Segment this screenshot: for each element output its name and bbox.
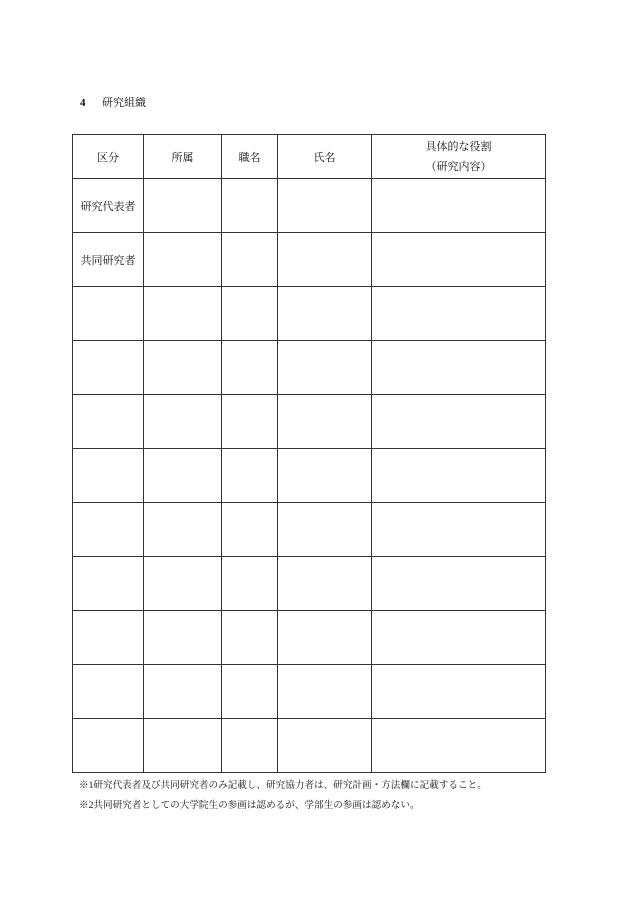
cell-position (222, 719, 278, 773)
cell-affiliation (144, 449, 222, 503)
cell-category (73, 719, 144, 773)
cell-position (222, 449, 278, 503)
cell-name (278, 179, 372, 233)
section-title: 研究組織 (102, 97, 146, 109)
cell-name (278, 719, 372, 773)
cell-role (372, 665, 546, 719)
cell-position (222, 233, 278, 287)
cell-name (278, 665, 372, 719)
section-heading (80, 96, 146, 110)
cell-name (278, 287, 372, 341)
cell-category: 研究代表者 (73, 179, 144, 233)
cell-category (73, 557, 144, 611)
cell-position (222, 665, 278, 719)
cell-affiliation (144, 719, 222, 773)
cell-category (73, 503, 144, 557)
table-row (73, 341, 546, 395)
cell-role (372, 557, 546, 611)
cell-category (73, 665, 144, 719)
cell-position (222, 179, 278, 233)
cell-affiliation (144, 395, 222, 449)
cell-role (372, 395, 546, 449)
cell-position (222, 395, 278, 449)
header-name: 氏名 (278, 135, 372, 179)
table-row (73, 449, 546, 503)
footnotes (79, 776, 487, 816)
cell-affiliation (144, 611, 222, 665)
table-row (73, 719, 546, 773)
section-number: 4 (80, 97, 86, 109)
cell-name (278, 233, 372, 287)
table-row (73, 557, 546, 611)
cell-affiliation (144, 557, 222, 611)
research-organization-table (72, 134, 546, 773)
cell-position (222, 557, 278, 611)
cell-position (222, 611, 278, 665)
header-role (372, 135, 546, 179)
header-category: 区分 (73, 135, 144, 179)
cell-affiliation (144, 233, 222, 287)
cell-category (73, 611, 144, 665)
cell-category (73, 287, 144, 341)
cell-role (372, 449, 546, 503)
cell-name (278, 503, 372, 557)
cell-category (73, 341, 144, 395)
table-row (73, 611, 546, 665)
cell-role (372, 287, 546, 341)
header-role-line1: 具体的な役割 (425, 140, 492, 153)
cell-name (278, 395, 372, 449)
table-row (73, 665, 546, 719)
cell-position (222, 341, 278, 395)
cell-role (372, 503, 546, 557)
cell-category: 共同研究者 (73, 233, 144, 287)
cell-role (372, 233, 546, 287)
footnote-2: ※2共同研究者としての大学院生の参画は認めるが、学部生の参画は認めない。 (79, 800, 420, 811)
cell-role (372, 179, 546, 233)
cell-position (222, 503, 278, 557)
cell-affiliation (144, 287, 222, 341)
cell-position (222, 287, 278, 341)
table-row (73, 287, 546, 341)
cell-category (73, 449, 144, 503)
table-header-row (73, 135, 546, 179)
cell-affiliation (144, 665, 222, 719)
header-position: 職名 (222, 135, 278, 179)
cell-affiliation (144, 341, 222, 395)
cell-role (372, 341, 546, 395)
cell-role (372, 611, 546, 665)
cell-role (372, 719, 546, 773)
table-row (73, 503, 546, 557)
cell-affiliation (144, 179, 222, 233)
cell-name (278, 611, 372, 665)
cell-name (278, 449, 372, 503)
footnote-1: ※1研究代表者及び共同研究者のみ記載し、研究協力者は、研究計画・方法欄に記載すること。 (79, 780, 487, 791)
table-body (73, 179, 546, 773)
table-row (73, 179, 546, 233)
header-role-line2: （研究内容） (425, 160, 492, 173)
cell-name (278, 341, 372, 395)
cell-affiliation (144, 503, 222, 557)
cell-category (73, 395, 144, 449)
cell-name (278, 557, 372, 611)
table-row (73, 233, 546, 287)
header-affiliation: 所属 (144, 135, 222, 179)
table-row (73, 395, 546, 449)
